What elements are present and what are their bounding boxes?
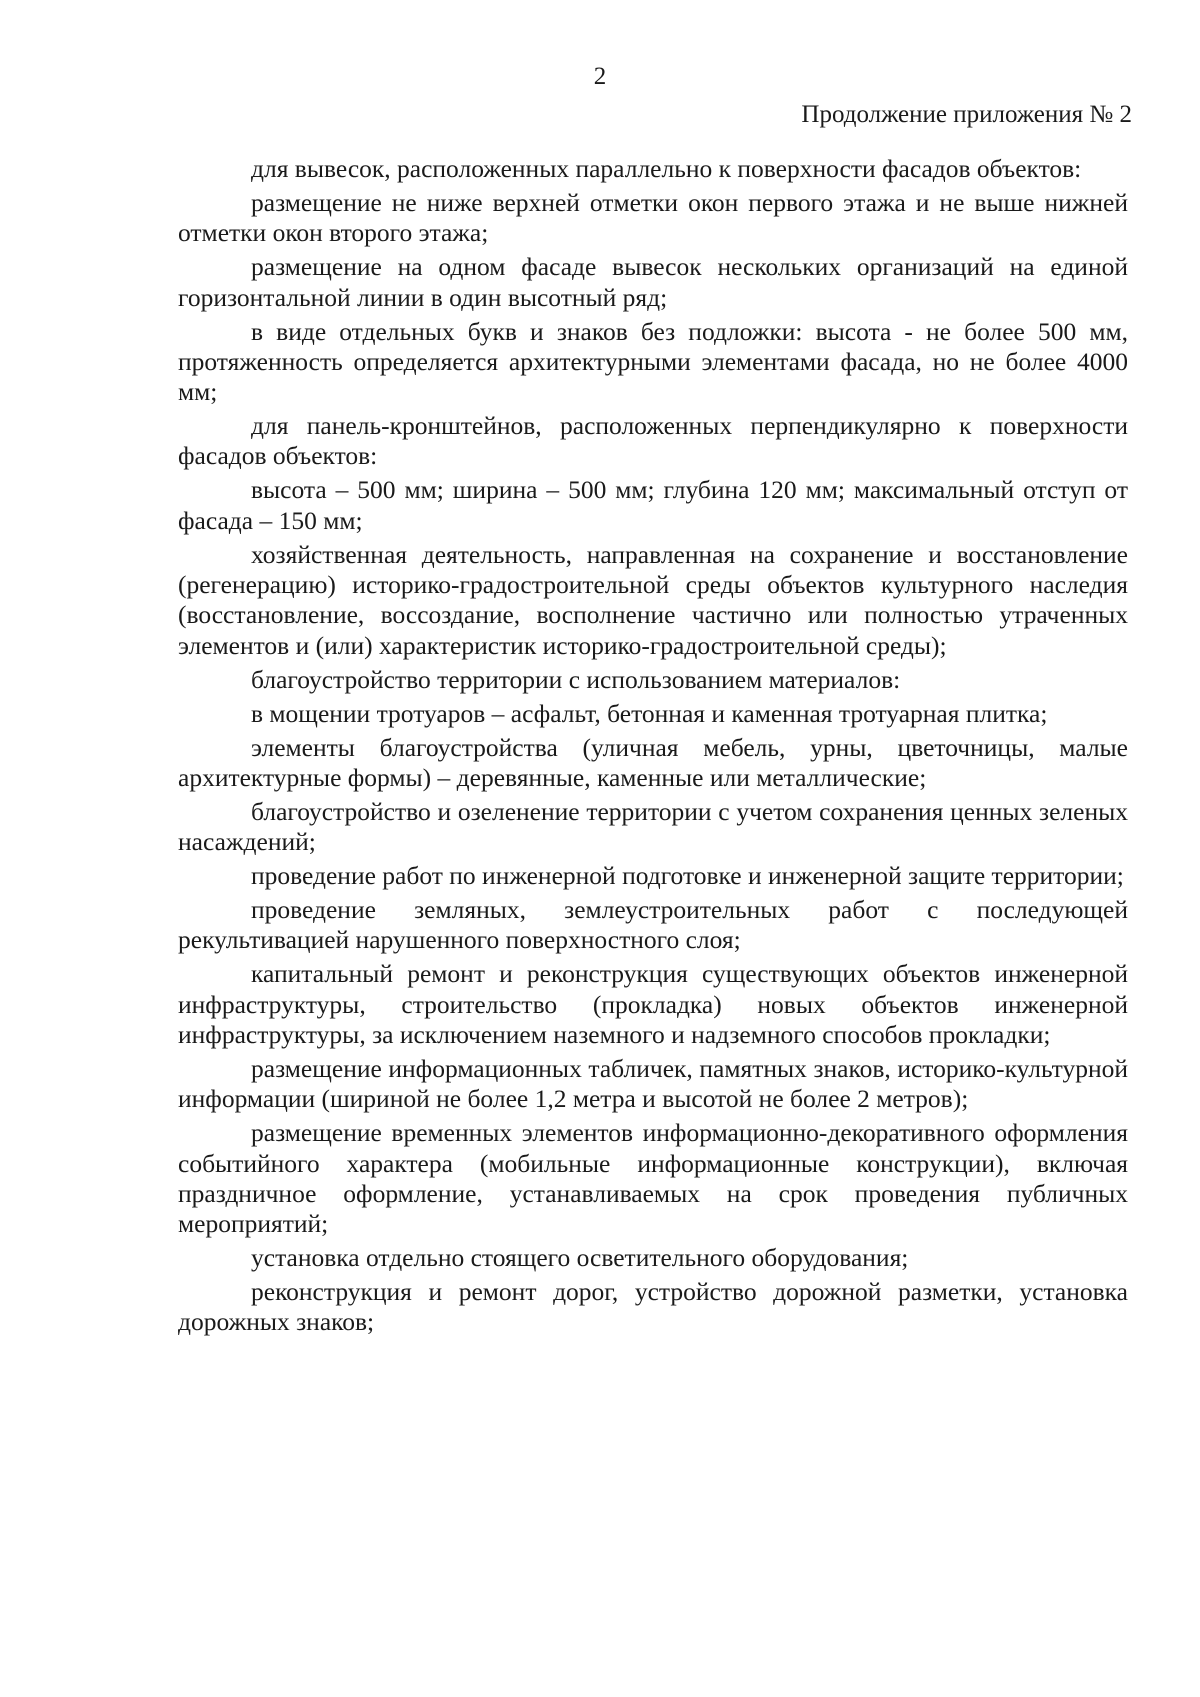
paragraph: для панель-кронштейнов, расположенных перпендикулярно к поверхности фасадов объектов: [178, 411, 1128, 471]
appendix-continuation-label: Продолжение приложения № 2 [801, 101, 1132, 128]
document-body [178, 154, 1128, 1341]
paragraph: реконструкция и ремонт дорог, устройство дорожной разметки, установка дорожных знаков; [178, 1277, 1128, 1337]
paragraph: благоустройство и озеленение территории с учетом сохранения ценных зеленых насаждений; [178, 796, 1128, 857]
paragraph: размещение временных элементов информационно-декоративного оформления событийного характера (мобильные информационные конструкции), включая праздничное оформление, устанавливаемых на срок проведения публичных мероприятий; [178, 1118, 1128, 1239]
paragraph: капитальный ремонт и реконструкция существующих объектов инженерной инфраструктуры, строительство (прокладка) новых объектов инженерной инфраструктуры, за исключением наземного и надземного способов прокладки; [178, 959, 1128, 1049]
paragraph: в мощении тротуаров – асфальт, бетонная и каменная тротуарная плитка; [251, 698, 1048, 728]
paragraph: проведение работ по инженерной подготовке и инженерной защите территории; [251, 861, 1124, 891]
page-number: 2 [593, 63, 607, 90]
paragraph: хозяйственная деятельность, направленная на сохранение и восстановление (регенерацию) историко-градостроительной среды объектов культурного наследия (восстановление, воссоздание, восполнение частично или полностью утраченных элементов и (или) характеристик историко-градостроительной среды); [178, 539, 1128, 660]
paragraph: для вывесок, расположенных параллельно к поверхности фасадов объектов: [251, 154, 1082, 183]
paragraph: в виде отдельных букв и знаков без подложки: высота - не более 500 мм, протяженность определяется архитектурными элементами фасада, но не более 4000 мм; [178, 316, 1128, 407]
paragraph: размещение не ниже верхней отметки окон первого этажа и не выше нижней отметки окон второго этажа; [178, 187, 1128, 248]
paragraph: благоустройство территории с использованием материалов: [251, 664, 901, 694]
paragraph: установка отдельно стоящего осветительного оборудования; [251, 1243, 909, 1273]
paragraph: размещение информационных табличек, памятных знаков, историко-культурной информации (шириной не более 1,2 метра и высотой не более 2 метров); [178, 1053, 1128, 1114]
paragraph: размещение на одном фасаде вывесок нескольких организаций на единой горизонтальной линии в один высотный ряд; [178, 252, 1128, 312]
paragraph: элементы благоустройства (уличная мебель, урны, цветочницы, малые архитектурные формы) – деревянные, каменные или металлические; [178, 732, 1128, 792]
paragraph: высота – 500 мм; ширина – 500 мм; глубина 120 мм; максимальный отступ от фасада – 150 мм; [178, 475, 1128, 535]
paragraph: проведение земляных, землеустроительных работ с последующей рекультивацией нарушенного поверхностного слоя; [178, 895, 1128, 955]
